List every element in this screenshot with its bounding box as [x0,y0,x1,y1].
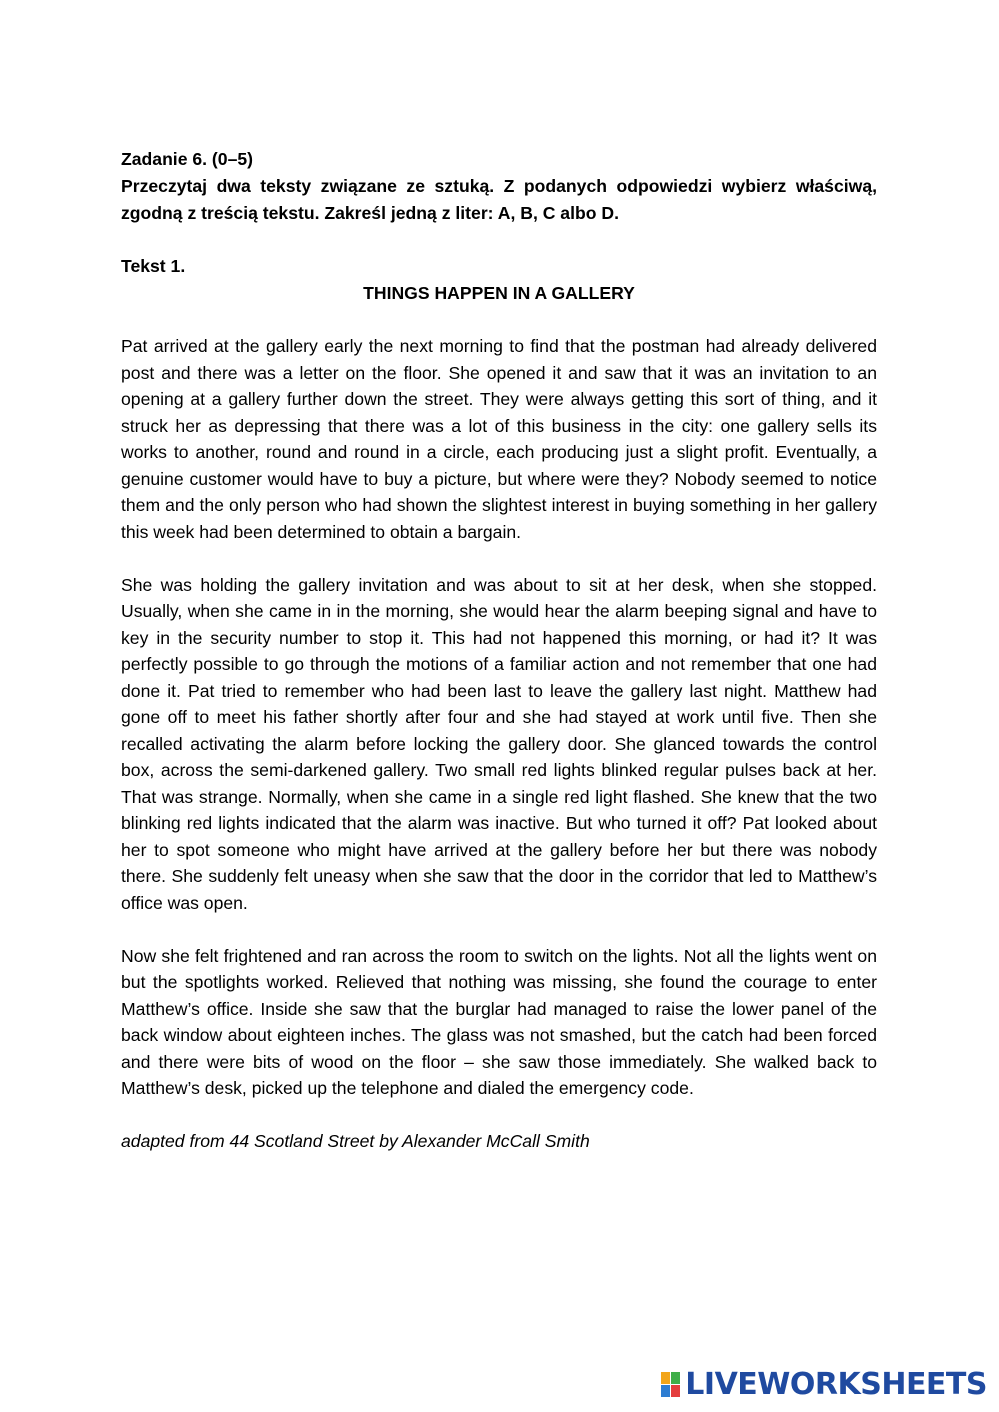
task-header [121,146,877,227]
task-instruction: Przeczytaj dwa teksty związane ze sztuką. Z podanych odpowiedzi wybierz właściwą, zgodną z treścią tekstu. Zakreśl jedną z liter: A, B, C albo D. [121,176,877,223]
text-label: Tekst 1. [121,256,186,276]
story-paragraph: She was holding the gallery invitation and was about to sit at her desk, when she stopped. Usually, when she came in in the morning, she would hear the alarm beeping signal and have to key in the security number to stop it. This had not happened this morning, or had it? It was perfectly possible to go through the motions of a familiar action and not remember that one had done it. Pat tried to remember who had been last to leave the gallery last night. Matthew had gone off to meet his father shortly after four and she had stayed at work until five. Then she recalled activating the alarm before locking the gallery door. She glanced towards the control box, across the semi-darkened gallery. Two small red lights blinked regular pulses back at her. That was strange. Normally, when she came in a single red light flashed. She knew that the two blinking red lights indicated that the alarm was inactive. But who turned it off? Pat looked about her to spot someone who might have arrived at the gallery before her but there was nobody there. She suddenly felt uneasy when she saw that the door in the corridor that led to Matthew’s office was open. [121,574,877,913]
source-citation: adapted from 44 Scotland Street by Alexander McCall Smith [121,1131,590,1151]
story-paragraph: Pat arrived at the gallery early the next morning to find that the postman had already delivered post and there was a letter on the floor. She opened it and saw that it was an invitation to an opening at a gallery further down the street. They were always getting this sort of thing, and it struck her as depressing that there was a lot of this business in the city: one gallery sells its works to another, round and round in a circle, each producing just a slight profit. Eventually, a genuine customer would have to buy a picture, but where were they? Nobody seemed to notice them and the only person who had shown the slightest interest in buying something in her gallery this week had been determined to obtain a bargain. [121,336,877,542]
task-title: Zadanie 6. (0–5) [121,149,254,169]
brand-name: LIVEWORKSHEETS [685,1367,987,1402]
brand-logo [661,1367,987,1402]
story-paragraph: Now she felt frightened and ran across the room to switch on the lights. Not all the lights went on but the spotlights worked. Relieved that nothing was missing, she found the courage to enter Matthew’s office. Inside she saw that the burglar had managed to raise the lower panel of the back window about eighteen inches. The glass was not smashed, but the catch had been forced and there were bits of wood on the floor – she saw those immediately. She walked back to Matthew’s desk, picked up the telephone and dialed the emergency code. [121,945,877,1098]
story-title: THINGS HAPPEN IN A GALLERY [363,283,635,303]
liveworksheets-logo-icon [661,1372,681,1398]
worksheet-page [121,146,877,1155]
